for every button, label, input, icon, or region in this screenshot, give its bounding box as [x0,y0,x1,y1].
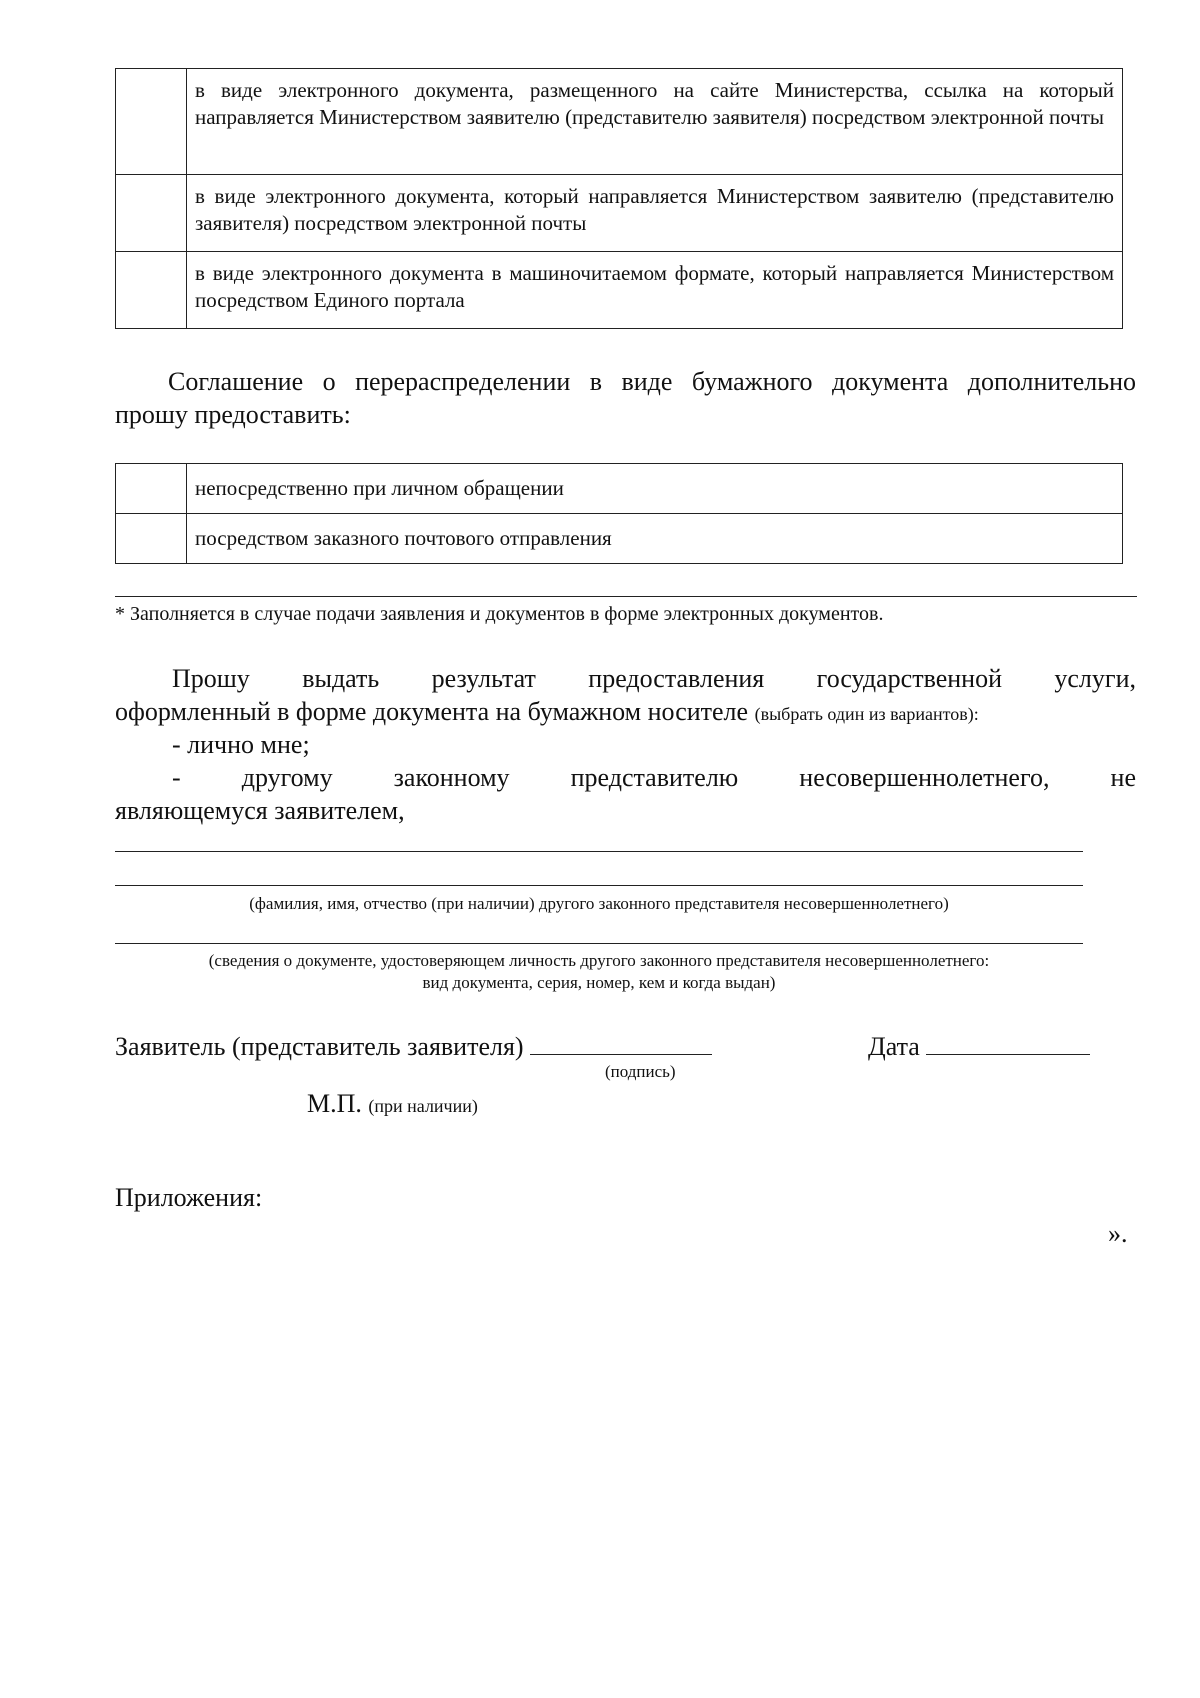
applicant-label: Заявитель (представитель заявителя) [115,1032,524,1061]
signature-input-line[interactable] [530,1030,712,1055]
footnote-separator [115,596,1137,597]
agreement-paragraph-line2: прошу предоставить: [115,400,351,429]
fio-caption: (фамилия, имя, отчество (при наличии) другого законного представителя несовершеннолетнего) [249,894,949,913]
option-checkbox[interactable] [116,514,187,564]
option-checkbox[interactable] [116,252,187,329]
date-label: Дата [868,1032,920,1061]
table-row [116,175,1123,252]
agreement-paragraph-line1: Соглашение о перераспределении в виде бумажного документа дополнительно [168,367,1136,396]
attachments-label: Приложения: [115,1183,263,1212]
fio-input-line[interactable] [115,885,1083,886]
delivery-options-table-electronic [115,68,1123,329]
request-line2-note: (выбрать один из вариантов): [754,704,979,724]
option-text: посредством заказного почтового отправления [187,514,1123,564]
table-row [116,514,1123,564]
signature-caption: (подпись) [605,1062,676,1081]
option-checkbox[interactable] [116,175,187,252]
document-input-line[interactable] [115,943,1083,944]
stamp-row [307,1087,478,1123]
option-text: в виде электронного документа в машиночитаемом формате, который направляется Министерством посредством Единого портала [187,252,1123,329]
request-line2 [115,695,979,731]
request-line1: Прошу выдать результат предоставления государственной услуги, [172,664,1136,693]
footnote-text: * Заполняется в случае подачи заявления и документов в форме электронных документов. [115,603,884,625]
option-checkbox[interactable] [116,69,187,175]
option-text: в виде электронного документа, который направляется Министерством заявителю (представителю заявителя) посредством электронной почты [187,175,1123,252]
option-text: в виде электронного документа, размещенного на сайте Министерства, ссылка на который направляется Министерством заявителю (представителю заявителя) посредством электронной почты [187,69,1123,175]
closing-quote-mark: ». [1108,1219,1128,1248]
fio-input-line[interactable] [115,851,1083,852]
request-line2-main: оформленный в форме документа на бумажном носителе [115,697,749,726]
applicant-signature-row [115,1030,712,1063]
table-row [116,464,1123,514]
option-checkbox[interactable] [116,464,187,514]
document-caption-line1: (сведения о документе, удостоверяющем личность другого законного представителя несовершеннолетнего: [208,951,990,970]
date-input-line[interactable] [926,1030,1090,1055]
table-row [116,69,1123,175]
table-row [116,252,1123,329]
option-text: непосредственно при личном обращении [187,464,1123,514]
document-caption-line2: вид документа, серия, номер, кем и когда выдан) [422,973,776,992]
request-option-other-line1: - другому законному представителю несовершеннолетнего, не [172,763,1136,792]
stamp-label: М.П. [307,1089,362,1118]
request-option-other-line2: являющемуся заявителем, [115,796,405,825]
stamp-note: (при наличии) [368,1096,478,1116]
date-row [868,1030,1090,1063]
request-option-self: - лично мне; [172,730,310,759]
delivery-options-table-paper [115,463,1123,564]
